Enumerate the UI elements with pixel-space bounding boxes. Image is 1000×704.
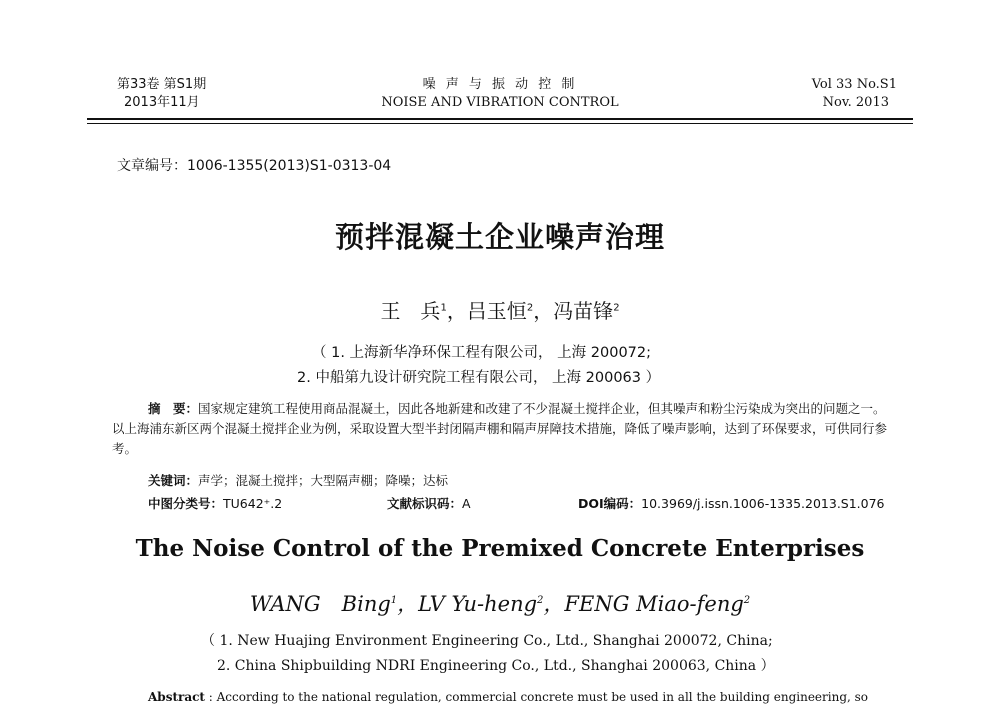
doi-label: DOI编码： <box>578 496 642 511</box>
affiliation-en-1: （ 1. New Huajing Environment Engineering Co., Ltd., Shanghai 200072, China; <box>201 633 773 649</box>
journal-issue-cn: 第33卷 第S1期 <box>117 77 207 92</box>
doi <box>578 494 885 512</box>
authors-cn <box>0 295 1000 324</box>
journal-volume-en: Vol 33 No.S1 <box>811 77 897 92</box>
author-cn-3-affil: 2 <box>613 302 620 314</box>
author-en-3-affil: 2 <box>743 595 751 606</box>
header-rule-thin <box>87 123 913 124</box>
author-separator: ， <box>543 592 565 616</box>
clc-label: 中图分类号： <box>148 496 224 511</box>
author-cn-1-affil: 1 <box>440 302 447 314</box>
header-rule-thick <box>87 118 913 120</box>
journal-name-cn: 噪 声 与 振 动 控 制 <box>422 77 578 92</box>
journal-date-cn: 2013年11月 <box>124 95 200 110</box>
author-cn-2-affil: 2 <box>526 302 534 314</box>
abstract-cn <box>112 399 888 459</box>
abstract-en-text: : According to the national regulation, commercial concrete must be used in all the building engineering, so <box>204 690 869 704</box>
author-en-1-affil: 1 <box>390 595 398 606</box>
author-cn-2: 吕玉恒 <box>466 299 527 323</box>
author-en-1: WANG Bing <box>249 592 391 616</box>
title-en: The Noise Control of the Premixed Concrete Enterprises <box>135 535 865 562</box>
keywords-cn-label: 关键词： <box>148 473 199 488</box>
affiliation-cn-1: （ 1. 上海新华净环保工程有限公司， 上海 200072; <box>312 345 652 361</box>
clc-value: TU642⁺.2 <box>223 496 283 511</box>
affiliation-en-2: 2. China Shipbuilding NDRI Engineering Co., Ltd., Shanghai 200063, China ） <box>217 658 775 674</box>
title-cn: 预拌混凝土企业噪声治理 <box>334 220 665 254</box>
journal-date-en: Nov. 2013 <box>822 95 889 110</box>
affiliation-cn-2: 2. 中船第九设计研究院工程有限公司， 上海 200063 ） <box>297 370 661 386</box>
abstract-cn-text: 国家规定建筑工程使用商品混凝土，因此各地新建和改建了不少混凝土搅拌企业，但其噪声和粉尘污染成为突出的问题之一。以上海浦东新区两个混凝土搅拌企业为例，采取设置大型半封闭隔声棚和隔声屏障技术措施，降低了噪声影响，达到了环保要求，可供同行参考。 <box>112 401 888 456</box>
journal-name-en: NOISE AND VIBRATION CONTROL <box>381 95 619 110</box>
document-code-value: A <box>462 496 471 511</box>
author-en-2: LV Yu-heng <box>418 592 538 616</box>
keywords-cn-text: 声学；混凝土搅拌；大型隔声棚；降噪；达标 <box>198 473 449 488</box>
authors-en <box>0 588 1000 618</box>
author-en-3: FENG Miao-feng <box>564 592 744 616</box>
author-separator: ， <box>446 299 467 323</box>
author-separator: ， <box>533 299 554 323</box>
clc-number <box>148 494 282 512</box>
document-code <box>387 494 471 512</box>
abstract-cn-label: 摘 要： <box>148 401 199 416</box>
abstract-en <box>148 690 868 704</box>
author-cn-3: 冯苗锋 <box>553 299 614 323</box>
author-cn-1: 王 兵 <box>380 299 441 323</box>
document-code-label: 文献标识码： <box>387 496 463 511</box>
article-number: 文章编号：1006-1355(2013)S1-0313-04 <box>117 158 392 174</box>
abstract-en-label: Abstract <box>148 690 205 704</box>
keywords-cn <box>148 471 448 489</box>
doi-value: 10.3969/j.issn.1006-1335.2013.S1.076 <box>641 496 885 511</box>
author-separator: ， <box>397 592 419 616</box>
author-en-2-affil: 2 <box>537 595 544 606</box>
